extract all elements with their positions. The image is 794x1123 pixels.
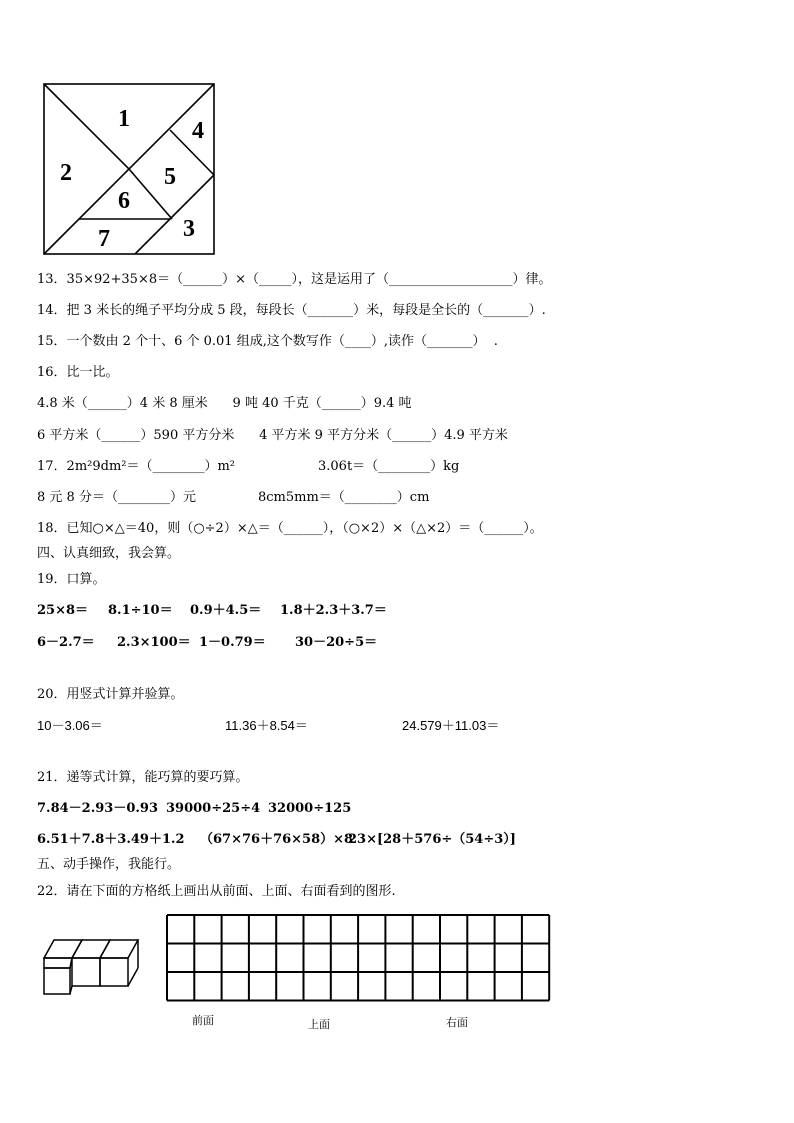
tangram-label-1: 1 — [118, 106, 130, 132]
q21-item: 7.84－2.93－0.93 — [37, 801, 158, 816]
q21-item: （67×76＋76×58）×8 — [200, 832, 354, 847]
q21-item: 32000÷125 — [268, 801, 352, 816]
question-20: 20．用竖式计算并验算。 — [37, 687, 184, 702]
tangram-label-4: 4 — [192, 118, 204, 144]
q19-item: 8.1÷10＝ — [108, 603, 173, 618]
q20-item: 24.579＋11.03＝ — [402, 718, 500, 733]
tangram-label-3: 3 — [183, 216, 195, 242]
tangram-label-5: 5 — [164, 164, 176, 190]
question-14: 14．把 3 米长的绳子平均分成 5 段，每段长（_______）米，每段是全长的（_______）. — [37, 303, 546, 318]
q19-item: 2.3×100＝ — [117, 635, 191, 650]
question-17-item-d: 8cm5mm＝（________）cm — [258, 490, 430, 505]
question-17-item-b: 3.06t＝（________）kg — [318, 459, 460, 474]
tangram-figure — [40, 80, 220, 260]
question-18: 18．已知○×△＝40，则（○÷2）×△＝（______），（○×2）×（△×2）＝（______）。 — [37, 521, 543, 536]
question-22: 22．请在下面的方格纸上画出从前面、上面、右面看到的图形. — [37, 884, 396, 899]
tangram-label-7: 7 — [98, 226, 110, 252]
q19-item: 30－20÷5＝ — [295, 635, 378, 650]
q21-item: 39000÷25÷4 — [166, 801, 261, 816]
q19-item: 1－0.79＝ — [199, 635, 266, 650]
grid-label-top: 上面 — [308, 1018, 330, 1031]
q21-item: 6.51＋7.8＋3.49＋1.2 — [37, 832, 185, 847]
question-15: 15．一个数由 2 个十、6 个 0.01 组成,这个数写作（____）,读作（_______） . — [37, 334, 498, 349]
cube-figure — [38, 934, 148, 996]
question-19: 19．口算。 — [37, 572, 106, 587]
q19-item: 1.8＋2.3＋3.7＝ — [280, 603, 387, 618]
question-17-item-c: 8 元 8 分＝（________）元 — [37, 490, 196, 505]
q19-item: 6－2.7＝ — [37, 635, 95, 650]
q19-item: 25×8＝ — [37, 603, 89, 618]
q19-item: 0.9＋4.5＝ — [190, 603, 262, 618]
question-16: 16．比一比。 — [37, 365, 119, 380]
question-16-row-1: 4.8 米（______）4 米 8 厘米 9 吨 40 千克（______）9.4 吨 — [37, 396, 412, 411]
tangram-label-2: 2 — [60, 160, 72, 186]
question-16-row-2: 6 平方米（______）590 平方分米 4 平方米 9 平方分米（______）4.9 平方米 — [37, 428, 508, 443]
grid-label-right: 右面 — [446, 1016, 468, 1029]
tangram-label-6: 6 — [118, 188, 130, 214]
q20-item: 10－3.06＝ — [37, 718, 103, 733]
grid-paper — [164, 912, 554, 1004]
question-13: 13．35×92+35×8＝（______）×（_____），这是运用了（___________________）律。 — [37, 272, 552, 287]
section-4-heading: 四、认真细致，我会算。 — [37, 546, 181, 561]
section-5-heading: 五、动手操作，我能行。 — [37, 857, 181, 872]
question-17-item-a: 17．2m²9dm²＝（________）m² — [37, 459, 236, 474]
q21-item: 23×[28＋576÷（54÷3）] — [348, 832, 516, 847]
q20-item: 11.36＋8.54＝ — [225, 718, 308, 733]
grid-label-front: 前面 — [192, 1014, 214, 1027]
question-21: 21．递等式计算，能巧算的要巧算。 — [37, 770, 249, 785]
